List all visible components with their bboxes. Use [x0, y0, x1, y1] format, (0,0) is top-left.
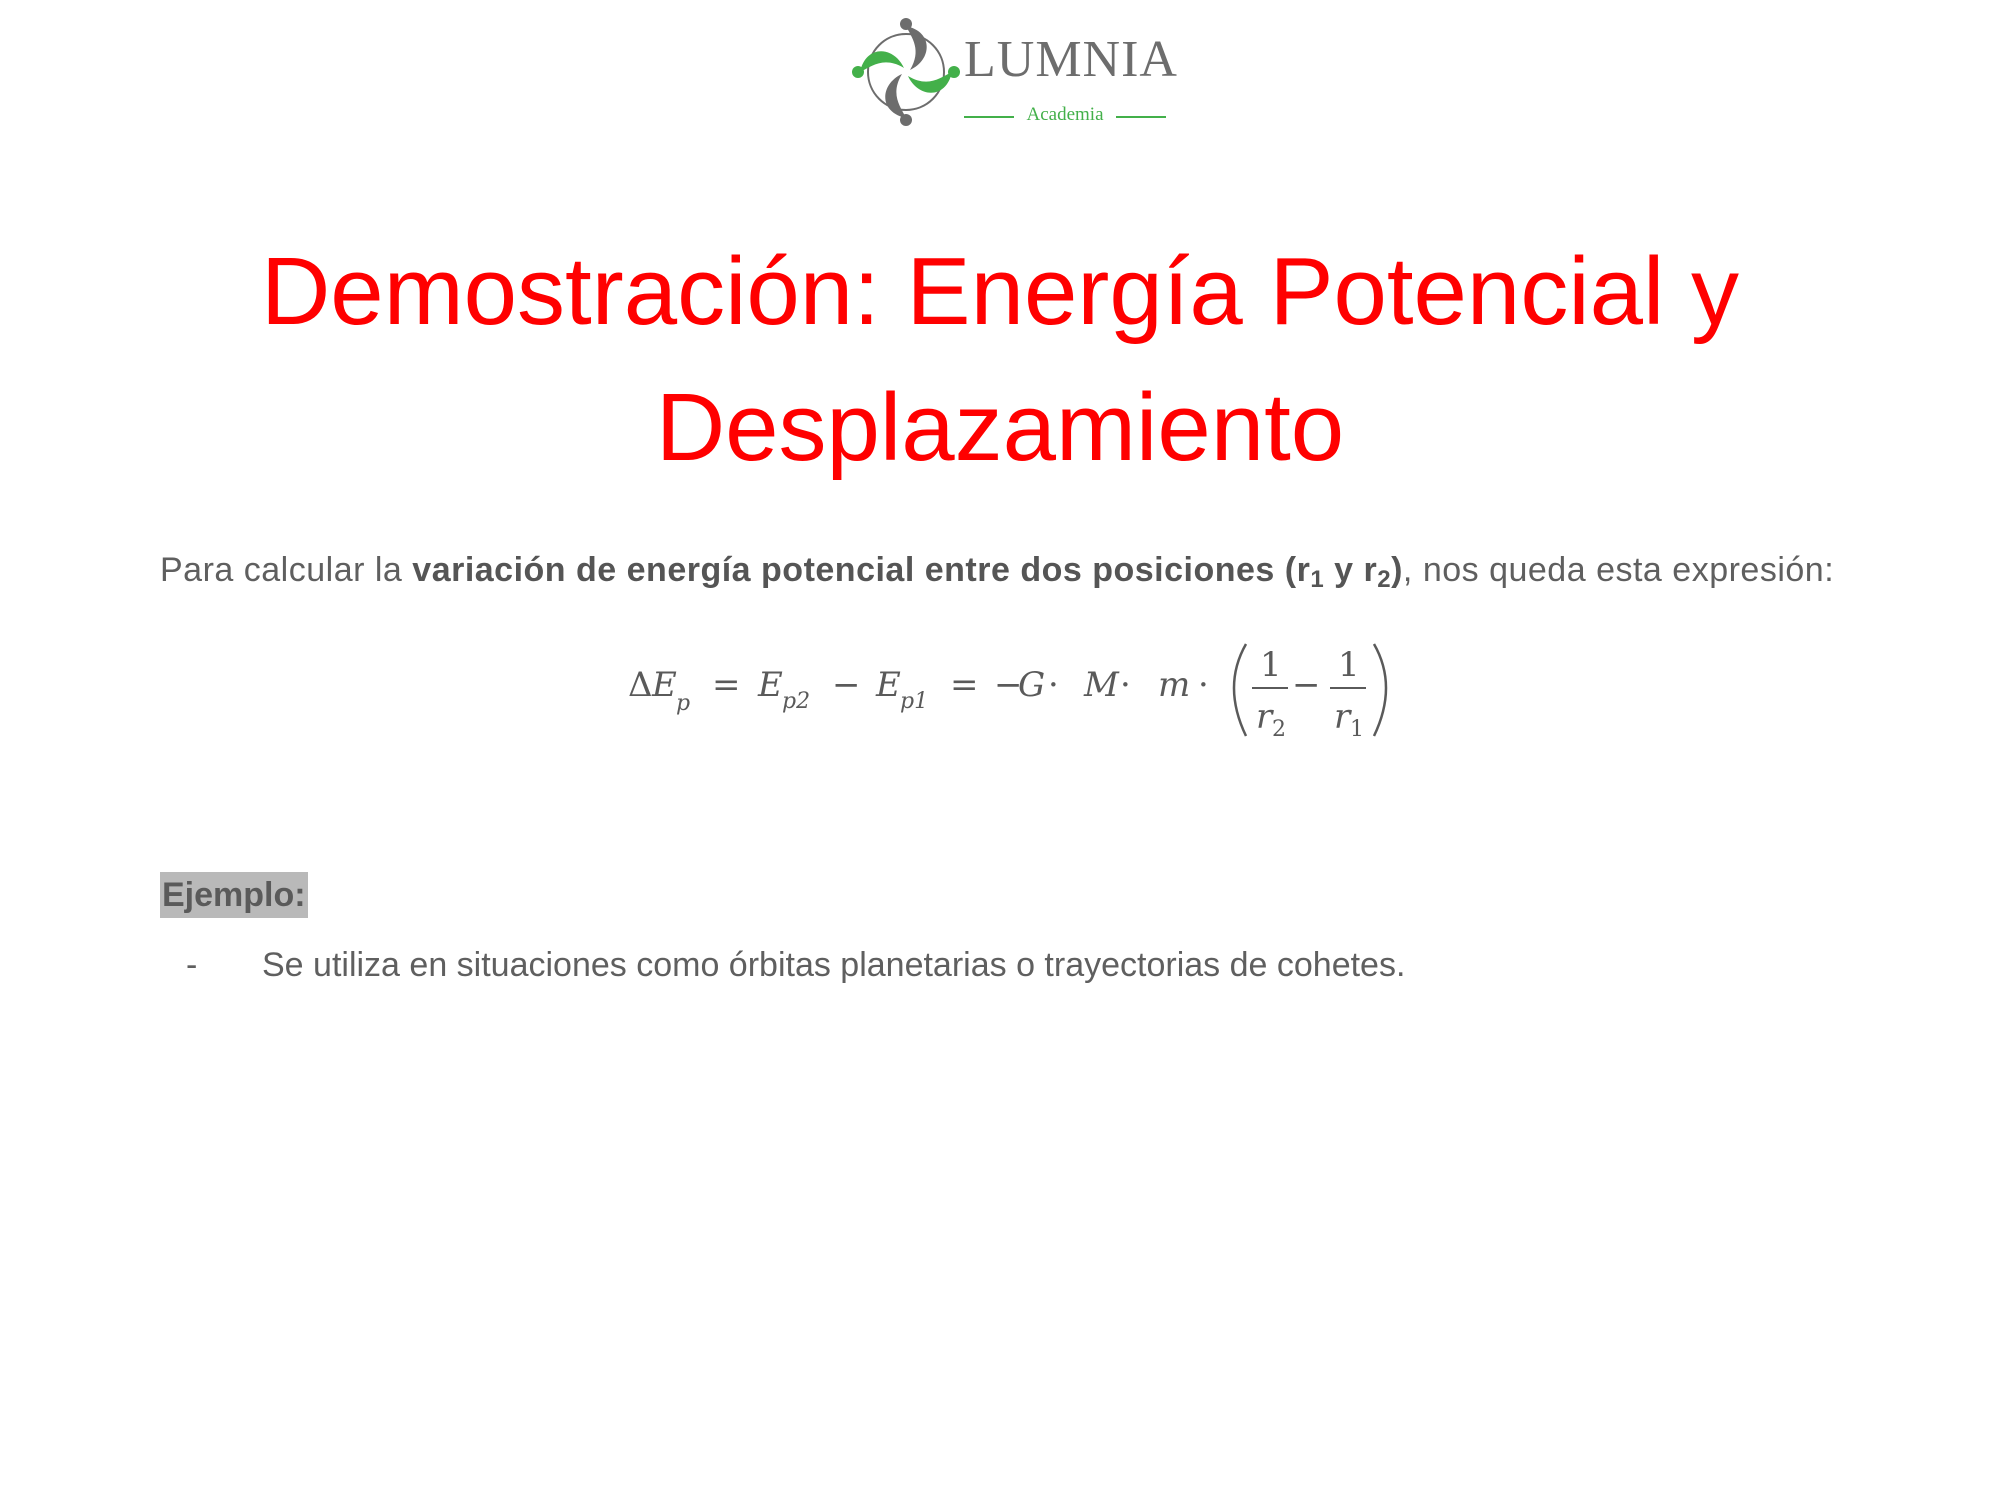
potential-energy-formula: [620, 630, 1420, 750]
page-title-line-1: Demostración: Energía Potencial y: [260, 238, 1740, 346]
formula-numerator-1: 1: [1260, 645, 1282, 685]
formula-equals-2: =: [950, 665, 979, 705]
example-label: Ejemplo:: [160, 872, 308, 918]
lumnia-logo-icon: [850, 16, 962, 128]
formula-sub-2: 2: [1272, 717, 1286, 742]
formula-Ep1: E: [876, 665, 901, 705]
formula-M: M: [1084, 665, 1119, 705]
formula-minus-1: −: [832, 665, 861, 705]
page-title: [0, 224, 2000, 496]
formula-G: G: [1018, 665, 1046, 705]
formula-right-paren: [1374, 644, 1386, 736]
subscript-1: 1: [1310, 566, 1325, 593]
logo-subtitle: [964, 104, 1166, 128]
intro-paragraph: [160, 534, 1850, 606]
example-bullet-text: Se utiliza en situaciones como órbitas planetarias o trayectorias de cohetes.: [262, 946, 1406, 984]
formula-r2: r: [1256, 697, 1273, 737]
logo-name: LUMNIA: [964, 31, 1178, 88]
formula-delta: Δ: [628, 665, 653, 705]
formula-dot-2: ·: [1120, 665, 1131, 705]
intro-bold-text: [412, 551, 1403, 593]
formula-sub-p1: p1: [900, 689, 929, 714]
intro-text: Para calcular la: [160, 551, 413, 589]
formula-m: m: [1158, 665, 1191, 705]
logo-subtitle-text: Academia: [1026, 104, 1104, 125]
formula-dot-1: ·: [1048, 665, 1059, 705]
formula-dot-3: ·: [1198, 665, 1209, 705]
bold-mid: y r: [1324, 551, 1378, 589]
formula-sub-p2: p2: [782, 689, 811, 714]
formula-sub-1: 1: [1350, 717, 1364, 742]
formula-r1: r: [1334, 697, 1351, 737]
bold-end: ): [1391, 551, 1403, 589]
formula-E: E: [652, 665, 677, 705]
formula-minus-2: −: [994, 665, 1023, 705]
lumnia-logo: [850, 16, 1178, 131]
formula-numerator-2: 1: [1338, 645, 1360, 685]
logo-rule-right: [1116, 116, 1166, 118]
formula-equals-1: =: [712, 665, 741, 705]
subscript-2: 2: [1377, 566, 1392, 593]
intro-rest: , nos queda esta expresión:: [1402, 551, 1835, 589]
formula-sub-p: p: [676, 691, 691, 716]
bold-prefix: variación de energía potencial entre dos posiciones (r: [412, 551, 1311, 589]
formula-minus-3: −: [1292, 665, 1321, 705]
page-title-line-2: Desplazamiento: [655, 374, 1345, 482]
formula-Ep2: E: [758, 665, 783, 705]
bullet-marker: -: [186, 946, 198, 984]
formula-left-paren: [1234, 644, 1246, 736]
